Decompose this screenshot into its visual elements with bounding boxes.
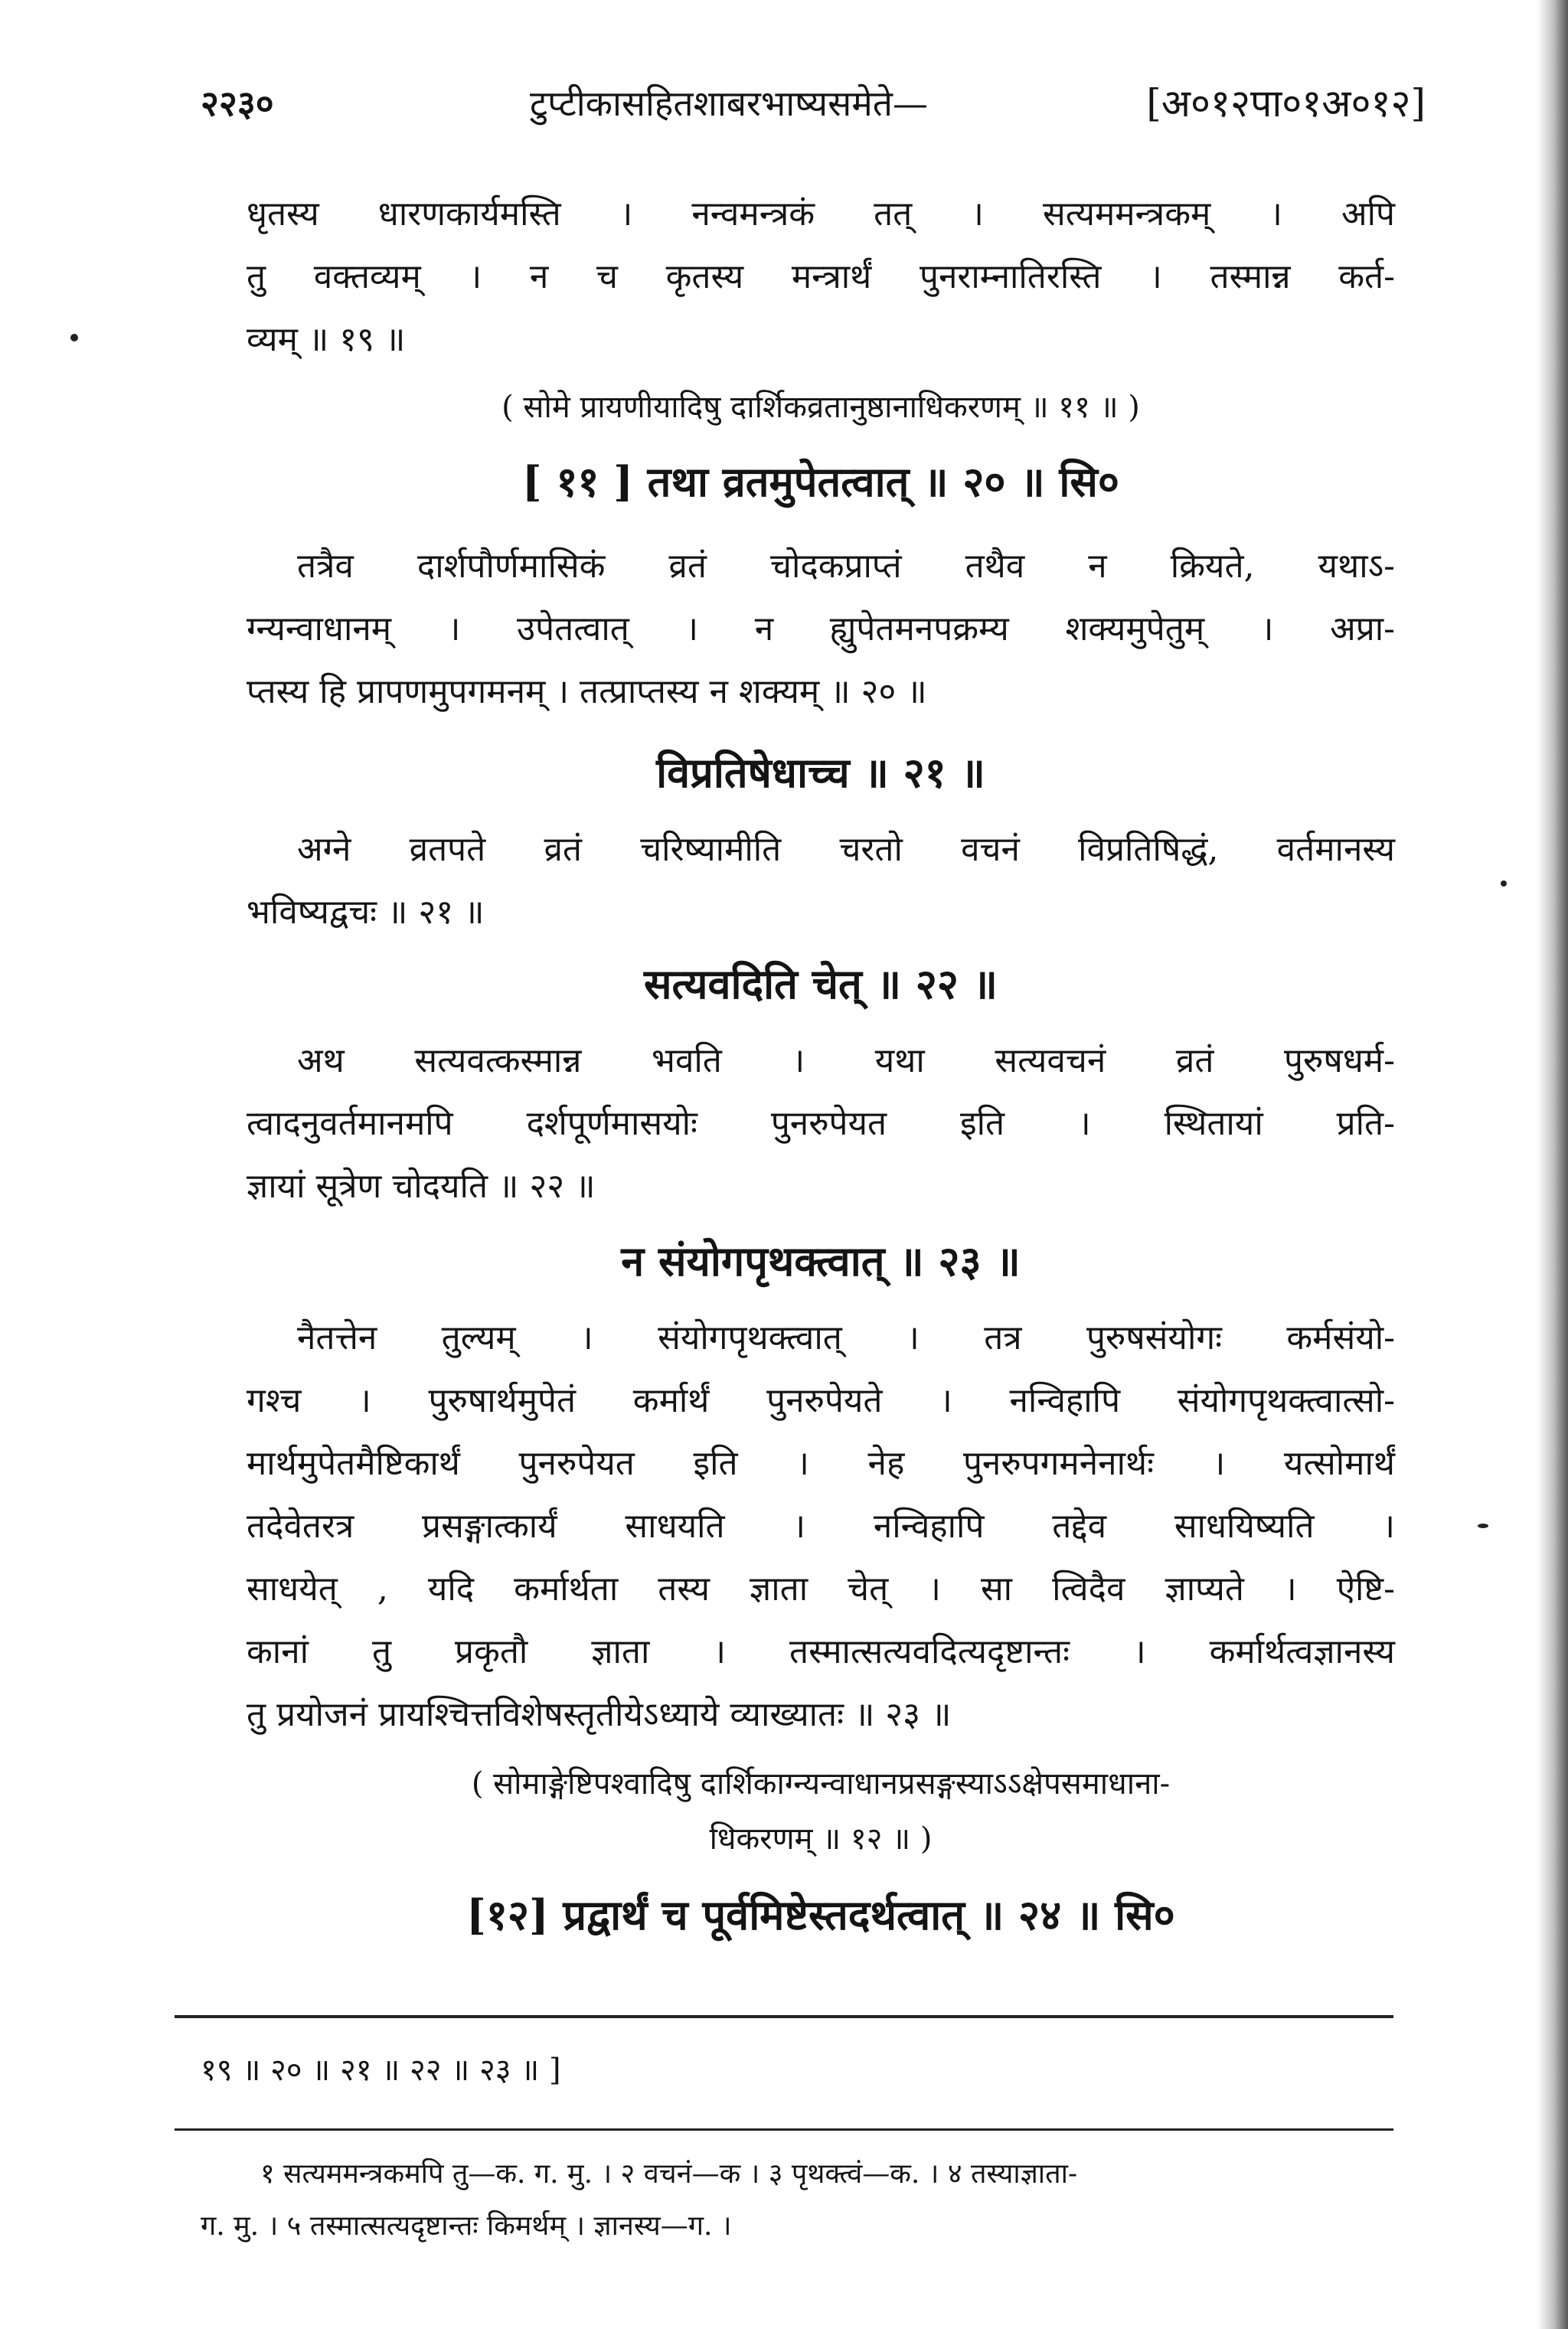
commentary-line: तदेवेतरत्र प्रसङ्गात्कार्यं साधयति । नन्विहापि तद्देव साधयिष्यति । bbox=[247, 1507, 1395, 1546]
commentary-line: साधयेत् , यदि कर्मार्थता तस्य ज्ञाता चेत् । सा त्विदैव ज्ञाप्यते । ऐष्टि- bbox=[247, 1570, 1395, 1609]
running-header bbox=[201, 77, 1426, 130]
commentary-line: मार्थमुपेतमैष्टिकार्थं पुनरुपेयत इति । नेह पुनरुपगमनेनार्थः । यत्सोमार्थं bbox=[247, 1444, 1395, 1483]
chapter-reference: [अ०१२पा०१अ०१२] bbox=[1146, 81, 1426, 126]
sutra-heading: सत्यवदिति चेत् ॥ २२ ॥ bbox=[643, 959, 998, 1008]
section-divider bbox=[175, 2015, 1393, 2018]
commentary-line: तु प्रयोजनं प्रायश्चित्तविशेषस्तृतीयेऽध्याये व्याख्यातः ॥ २३ ॥ bbox=[247, 1695, 952, 1734]
commentary-line: ज्ञायां सूत्रेण चोदयति ॥ २२ ॥ bbox=[247, 1167, 596, 1206]
commentary-line: अग्ने व्रतपते व्रतं चरिष्यामीति चरतो वचनं विप्रतिषिद्धं, वर्तमानस्य bbox=[297, 830, 1395, 869]
sutra-heading: [ ११ ] तथा व्रतमुपेतत्वात् ॥ २० ॥ सि० bbox=[522, 457, 1119, 506]
sutra-reference-list: १९ ॥ २० ॥ २१ ॥ २२ ॥ २३ ॥ ] bbox=[201, 2053, 561, 2088]
commentary-line: तत्रैव दार्शपौर्णमासिकं व्रतं चोदकप्राप्तं तथैव न क्रियते, यथाऽ- bbox=[297, 547, 1395, 586]
running-title: टुप्टीकासहितशाबरभाष्यसमेते— bbox=[530, 83, 928, 124]
page-number: २२३० bbox=[201, 83, 274, 124]
scan-speck bbox=[1501, 880, 1507, 887]
commentary-line: प्तस्य हि प्रापणमुपगमनम् । तत्प्राप्तस्य न शक्यम् ॥ २० ॥ bbox=[247, 672, 927, 711]
sutra-heading: विप्रतिषेधाच्च ॥ २१ ॥ bbox=[656, 748, 985, 797]
page-edge-shadow bbox=[1537, 0, 1568, 2329]
footnote-line: ग. मु. । ५ तस्मात्सत्यदृष्टान्तः किमर्थम् । ज्ञानस्य—ग. । bbox=[201, 2210, 732, 2242]
scan-speck bbox=[70, 334, 78, 341]
footnote-divider bbox=[175, 2128, 1393, 2131]
adhikarana-heading: धिकरणम् ॥ १२ ॥ ) bbox=[709, 1821, 933, 1857]
commentary-line: त्वादनुवर्तमानमपि दर्शपूर्णमासयोः पुनरुपेयत इति । स्थितायां प्रति- bbox=[247, 1104, 1395, 1143]
scan-speck bbox=[1478, 1524, 1488, 1528]
sutra-heading: [१२] प्रद्वार्थं च पूर्वमिष्टेस्तदर्थत्वात् ॥ २४ ॥ सि० bbox=[466, 1890, 1175, 1939]
commentary-line: गश्च । पुरुषार्थमुपेतं कर्मार्थं पुनरुपेयते । नन्विहापि संयोगपृथक्त्वात्सो- bbox=[247, 1381, 1395, 1420]
adhikarana-heading: ( सोमे प्रायणीयादिषु दार्शिकव्रतानुष्ठानाधिकरणम् ॥ ११ ॥ ) bbox=[501, 390, 1140, 425]
adhikarana-heading: ( सोमाङ्गेष्टिपश्वादिषु दार्शिकाग्न्यन्वाधानप्रसङ्गस्याऽऽक्षेपसमाधाना- bbox=[471, 1766, 1171, 1801]
commentary-line: कानां तु प्रकृतौ ज्ञाता । तस्मात्सत्यवदित्यदृष्टान्तः । कर्मार्थत्वज्ञानस्य bbox=[247, 1632, 1395, 1671]
commentary-line: धृतस्य धारणकार्यमस्ति । नन्वमन्त्रकं तत् । सत्यममन्त्रकम् । अपि bbox=[247, 194, 1395, 234]
commentary-line: तु वक्तव्यम् । न च कृतस्य मन्त्रार्थं पुनराम्नातिरस्ति । तस्मान्न कर्त- bbox=[247, 257, 1395, 296]
sutra-heading: न संयोगपृथक्त्वात् ॥ २३ ॥ bbox=[621, 1236, 1021, 1285]
commentary-line: व्यम् ॥ १९ ॥ bbox=[247, 320, 406, 359]
footnote-line: १ सत्यममन्त्रकमपि तु—क. ग. मु. । २ वचनं—क । ३ पृथक्त्वं—क. । ४ तस्याज्ञाता- bbox=[260, 2158, 1078, 2190]
commentary-line: भविष्यद्वचः ॥ २१ ॥ bbox=[247, 893, 485, 932]
commentary-line: नैतत्तेन तुल्यम् । संयोगपृथक्त्वात् । तत्र पुरुषसंयोगः कर्मसंयो- bbox=[297, 1318, 1395, 1357]
commentary-line: ग्न्यन्वाधानम् । उपेतत्वात् । न ह्युपेतमनपक्रम्य शक्यमुपेतुम् । अप्रा- bbox=[247, 609, 1395, 648]
commentary-line: अथ सत्यवत्कस्मान्न भवति । यथा सत्यवचनं व्रतं पुरुषधर्म- bbox=[297, 1041, 1395, 1080]
